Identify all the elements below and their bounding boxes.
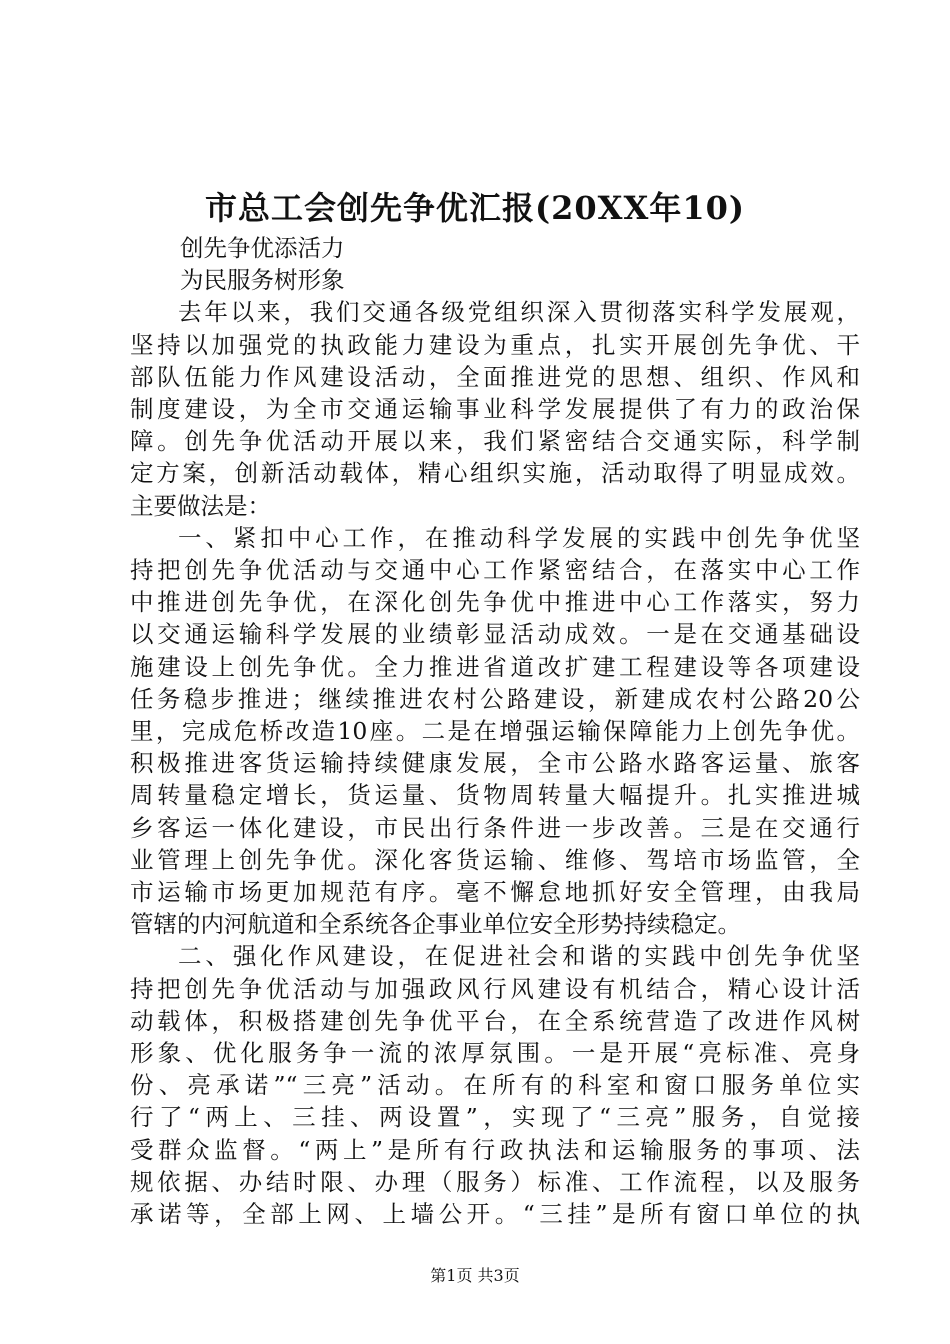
- paragraph-line: 持把创先争优活动与交通中心工作紧密结合，在落实中心工作: [130, 556, 860, 585]
- paragraph-line: 以交通运输科学发展的业绩彰显活动成效。一是在交通基础设: [130, 620, 860, 649]
- paragraph-line: 乡客运一体化建设，市民出行条件进一步改善。三是在交通行: [130, 813, 860, 842]
- paragraph-line: 承诺等，全部上网、上墙公开。“三挂”是所有窗口单位的执: [130, 1200, 860, 1229]
- paragraph-line: 积极推进客货运输持续健康发展，全市公路水路客运量、旅客: [130, 749, 860, 778]
- paragraph-line: 动载体，积极搭建创先争优平台，在全系统营造了改进作风树: [130, 1006, 860, 1035]
- paragraph-line: 周转量稳定增长，货运量、货物周转量大幅提升。扎实推进城: [130, 781, 860, 810]
- paragraph-line: 制度建设，为全市交通运输事业科学发展提供了有力的政治保: [130, 395, 860, 424]
- paragraph-line: 任务稳步推进；继续推进农村公路建设，新建成农村公路20公: [130, 684, 860, 713]
- subtitle-line: 创先争优添活力: [180, 234, 345, 262]
- page-footer: 第1页 共3页: [430, 1266, 520, 1285]
- subtitle-line: 为民服务树形象: [180, 266, 345, 295]
- paragraph-line: 管辖的内河航道和全系统各企事业单位安全形势持续稳定。: [130, 910, 741, 939]
- paragraph-line: 规依据、办结时限、办理（服务）标准、工作流程，以及服务: [130, 1167, 860, 1196]
- paragraph-line: 主要做法是：: [130, 491, 271, 520]
- paragraph-line: 坚持以加强党的执政能力建设为重点，扎实开展创先争优、干: [130, 330, 860, 359]
- paragraph-line: 定方案，创新活动载体，精心组织实施，活动取得了明显成效。: [130, 459, 860, 488]
- paragraph-line: 二、强化作风建设，在促进社会和谐的实践中创先争优坚: [178, 942, 860, 971]
- paragraph-line: 受群众监督。“两上”是所有行政执法和运输服务的事项、法: [130, 1135, 860, 1164]
- paragraph-line: 行了“两上、三挂、两设置”，实现了“三亮”服务，自觉接: [130, 1103, 860, 1132]
- paragraph-line: 一、紧扣中心工作，在推动科学发展的实践中创先争优坚: [178, 523, 860, 552]
- paragraph-line: 持把创先争优活动与加强政风行风建设有机结合，精心设计活: [130, 974, 860, 1003]
- paragraph-line: 障。创先争优活动开展以来，我们紧密结合交通实际，科学制: [130, 427, 860, 456]
- paragraph-line: 市运输市场更加规范有序。毫不懈怠地抓好安全管理，由我局: [130, 878, 860, 907]
- document-body: [130, 232, 860, 1230]
- paragraph-line: 形象、优化服务争一流的浓厚氛围。一是开展“亮标准、亮身: [130, 1039, 860, 1068]
- paragraph-line: 份、亮承诺”“三亮”活动。在所有的科室和窗口服务单位实: [130, 1071, 860, 1100]
- paragraph-line: 中推进创先争优，在深化创先争优中推进中心工作落实，努力: [130, 588, 860, 617]
- paragraph-line: 业管理上创先争优。深化客货运输、维修、驾培市场监管，全: [130, 845, 860, 874]
- paragraph-line: 里，完成危桥改造10座。二是在增强运输保障能力上创先争优。: [130, 717, 860, 746]
- paragraph-line: 施建设上创先争优。全力推进省道改扩建工程建设等各项建设: [130, 652, 860, 681]
- document-title: 市总工会创先争优汇报(20XX年10): [204, 189, 745, 227]
- paragraph-line: 去年以来，我们交通各级党组织深入贯彻落实科学发展观，: [178, 298, 860, 327]
- paragraph-line: 部队伍能力作风建设活动，全面推进党的思想、组织、作风和: [130, 362, 860, 391]
